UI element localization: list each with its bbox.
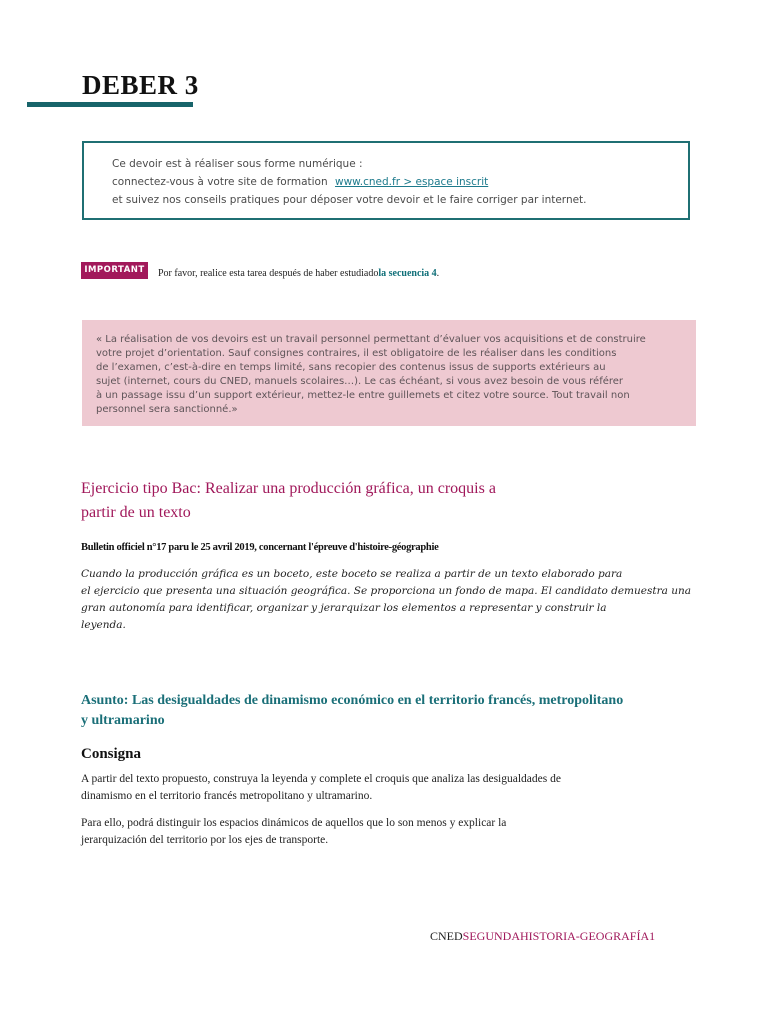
- important-badge: IMPORTANT: [81, 262, 148, 279]
- important-text-main: Por favor, realice esta tarea después de haber estudiado: [158, 268, 379, 279]
- exercise-description-line: el ejercicio que presenta una situación geográfica. Se proporciona un fondo de mapa. El candidato demuestra una: [81, 585, 691, 597]
- exercise-title-line-2: partir de un texto: [81, 504, 191, 521]
- subject-line-2: y ultramarino: [81, 713, 165, 728]
- consigna-paragraph-2-line: jerarquización del territorio por los ejes de transporte.: [81, 834, 329, 846]
- info-line-3: et suivez nos conseils pratiques pour déposer votre devoir et le faire corriger par internet.: [112, 194, 587, 206]
- exercise-description-line: gran autonomía para identificar, organizar y jerarquizar los elementos a representar y construir la: [81, 602, 607, 614]
- bulletin-reference: Bulletin officiel n°17 paru le 25 avril 2019, concernant l'épreuve d'histoire-géographie: [81, 542, 439, 553]
- info-line-2: [112, 176, 488, 188]
- consigna-paragraph-1-line: A partir del texto propuesto, construya la leyenda y complete el croquis que analiza las desigualdades de: [81, 773, 561, 785]
- important-text: [158, 268, 439, 279]
- notice-line: « La réalisation de vos devoirs est un travail personnel permettant d’évaluer vos acquisitions et de construire: [96, 334, 646, 345]
- page-title: DEBER 3: [82, 70, 199, 100]
- notice-line: sujet (internet, cours du CNED, manuels scolaires…). Le cas échéant, si vous avez besoin de vous référer: [96, 376, 624, 387]
- consigna-paragraph-1-line: dinamismo en el territorio francés metropolitano y ultramarino.: [81, 790, 373, 802]
- important-highlight: la secuencia 4: [378, 268, 437, 279]
- page-footer: [430, 929, 655, 944]
- cned-link[interactable]: www.cned.fr > espace inscrit: [334, 176, 489, 188]
- exercise-description-line: Cuando la producción gráfica es un boceto, este boceto se realiza a partir de un texto elaborado para: [81, 568, 623, 580]
- notice-line: votre projet d’orientation. Sauf consignes contraires, il est obligatoire de les réaliser dans les conditions: [96, 348, 617, 359]
- info-box: [82, 141, 690, 220]
- notice-line: personnel sera sanctionné.»: [96, 404, 238, 415]
- notice-box: [82, 320, 696, 426]
- important-suffix: .: [436, 268, 440, 279]
- title-underline: [27, 102, 193, 107]
- exercise-title-line-1: Ejercicio tipo Bac: Realizar una producción gráfica, un croquis a: [81, 480, 496, 497]
- consigna-paragraph-2-line: Para ello, podrá distinguir los espacios dinámicos de aquellos que lo son menos y explicar la: [81, 817, 507, 829]
- exercise-description-line: leyenda.: [81, 619, 126, 631]
- footer-prefix: CNED: [430, 929, 463, 943]
- info-line-1: Ce devoir est à réaliser sous forme numérique :: [112, 158, 363, 170]
- consigna-heading: Consigna: [81, 746, 142, 762]
- notice-line: à un passage issu d’un support extérieur, mettez-le entre guillemets et citez votre source. Tout travail non: [96, 390, 630, 401]
- notice-line: de l’examen, c’est-à-dire en temps limité, sans recopier des contenus issus de supports extérieurs au: [96, 362, 606, 373]
- footer-course: SEGUNDAHISTORIA-GEOGRAFÍA1: [462, 929, 656, 943]
- subject-line-1: Asunto: Las desigualdades de dinamismo económico en el territorio francés, metropolitano: [81, 693, 624, 708]
- info-line-2-prefix: connectez-vous à votre site de formation: [112, 176, 328, 188]
